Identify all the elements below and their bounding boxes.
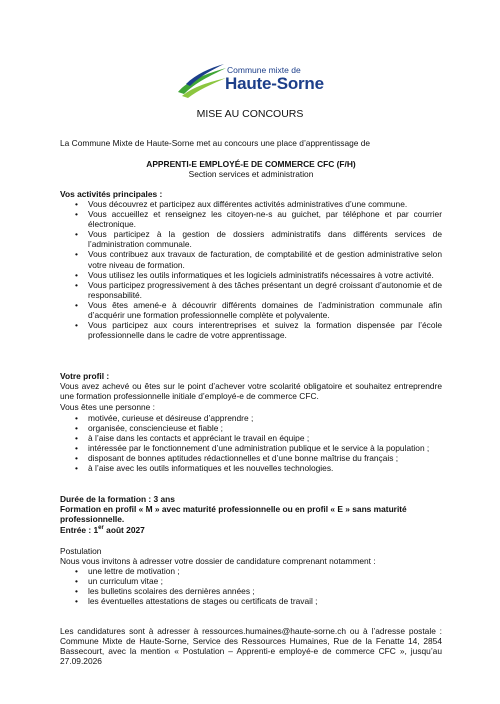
list-item: • disposant de bonnes aptitudes rédactionnelles et d’une bonne maîtrise du français ; <box>75 453 399 464</box>
activities-list <box>60 199 442 340</box>
training-profile: Formation en profil « M » avec maturité professionnelle ou en profil « E » sans maturité professionnelle. <box>60 504 407 525</box>
list-item: • Vous participez à la gestion de dossiers administratifs dans différents services de l’administration communale. <box>75 229 442 250</box>
bullet-icon: • <box>75 443 78 454</box>
bullet-icon: • <box>75 463 78 474</box>
page-title: MISE AU CONCOURS <box>196 108 304 120</box>
list-item: • motivée, curieuse et désireuse d’apprendre ; <box>75 413 254 423</box>
bullet-icon: • <box>75 566 78 576</box>
intro-text: La Commune Mixte de Haute-Sorne met au concours une place d’apprentissage de <box>60 138 371 148</box>
list-item: • à l’aise avec les outils informatiques et les nouvelles technologies. <box>75 463 334 474</box>
bullet-icon: • <box>75 453 78 464</box>
position-title: APPRENTI-E EMPLOYÉ-E DE COMMERCE CFC (F/H) <box>146 159 356 169</box>
profile-list <box>60 413 442 474</box>
logo-text-small: Commune mixte de <box>227 65 301 75</box>
profile-heading: Votre profil : <box>60 371 110 381</box>
application-closing: Les candidatures sont à adresser à ressources.humaines@haute-sorne.ch ou à l’adresse postale : Commune Mixte de Haute-Sorne, Service des Ressources Humaines, Rue de la Fenatte 14, 2854 Bassecourt, avec la mention « Postulation – Apprenti-e employé-e de commerce CFC », jusqu’au 27.09.2026 <box>60 626 442 667</box>
bullet-icon: • <box>75 269 78 280</box>
bullet-icon: • <box>75 596 78 607</box>
bullet-icon: • <box>75 229 78 240</box>
training-duration: Durée de la formation : 3 ans <box>60 494 175 504</box>
application-intro: Nous vous invitons à adresser votre dossier de candidature comprenant notamment : <box>60 556 376 566</box>
logo-text-large: Haute-Sorne <box>225 74 324 93</box>
list-item: • les éventuelles attestations de stages ou certificats de travail ; <box>75 596 318 607</box>
list-item: • Vous participez progressivement à des tâches présentant un degré croissant d’autonomie et de responsabilité. <box>75 279 442 300</box>
training-entry: Entrée : 1er août 2027 <box>60 525 145 535</box>
bullet-icon: • <box>75 279 78 290</box>
bullet-icon: • <box>75 576 78 587</box>
list-item: • Vous utilisez les outils informatiques et les logiciels administratifs nécessaires à votre activité. <box>75 269 434 280</box>
application-heading: Postulation <box>60 546 102 556</box>
bullet-icon: • <box>75 199 78 209</box>
bullet-icon: • <box>75 586 78 597</box>
list-item: • à l’aise dans les contacts et appréciant le travail en équipe ; <box>75 433 310 444</box>
list-item: • un curriculum vitae ; <box>75 576 163 587</box>
bullet-icon: • <box>75 423 78 434</box>
list-item: • Vous contribuez aux travaux de facturation, de comptabilité et de gestion administrative selon votre niveau de formation. <box>75 249 442 270</box>
list-item: • les bulletins scolaires des dernières années ; <box>75 586 255 597</box>
profile-person-intro: Vous êtes une personne : <box>60 402 155 412</box>
position-section: Section services et administration <box>188 169 314 179</box>
bullet-icon: • <box>75 320 78 331</box>
list-item: • Vous accueillez et renseignez les citoyen-ne-s au guichet, par téléphone et par courrier électronique. <box>75 209 442 230</box>
bullet-icon: • <box>75 413 78 423</box>
bullet-icon: • <box>75 433 78 444</box>
list-item: • une lettre de motivation ; <box>75 566 180 576</box>
commune-logo <box>176 62 336 100</box>
list-item: • Vous êtes amené-e à découvrir différents domaines de l’administration communale afin d’acquérir une formation professionnelle complète et polyvalente. <box>75 299 442 321</box>
list-item: • Vous découvrez et participez aux différentes activités administratives d’une commune. <box>75 199 408 209</box>
profile-text: Vous avez achevé ou êtes sur le point d’achever votre scolarité obligatoire et souhaitez entreprendre une formation professionnelle initiale d’employé-e de commerce CFC. <box>60 381 442 402</box>
bullet-icon: • <box>75 299 78 310</box>
application-list <box>60 566 442 606</box>
list-item: • organisée, consciencieuse et fiable ; <box>75 423 224 434</box>
logo-swoosh-icon <box>176 62 228 100</box>
list-item: • Vous participez aux cours interentreprises et suivez la formation dispensée par l’école professionnelle dans le cadre de votre apprentissage. <box>75 320 442 341</box>
bullet-icon: • <box>75 249 78 260</box>
bullet-icon: • <box>75 209 78 220</box>
list-item: • intéressée par le fonctionnement d’une administration publique et le service à la population ; <box>75 443 430 454</box>
activities-heading: Vos activités principales : <box>60 189 163 199</box>
